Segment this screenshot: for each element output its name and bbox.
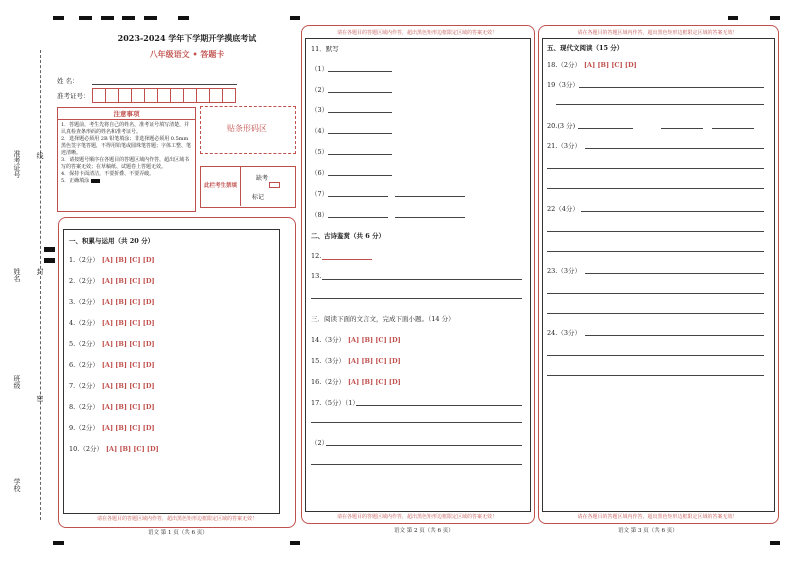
- q20-line-1[interactable]: [578, 128, 633, 129]
- notes-item: 1．答题前，考生先将自己的姓名，准考证号填写清楚，并认真检查条形码的姓名和准考证号。: [61, 122, 190, 135]
- binding-school: 学校: [13, 478, 21, 492]
- top-marker: [770, 16, 780, 20]
- filled-sample-icon: [91, 179, 100, 183]
- ticket-label: 准考证号：: [57, 92, 90, 100]
- binding-class: 班级: [13, 375, 21, 389]
- page2-footer: 语文 第 2 页（共 6 页）: [394, 528, 454, 534]
- name-field[interactable]: [92, 84, 237, 85]
- bottom-marker: [290, 541, 300, 545]
- binding-ticket: 准考证号: [13, 150, 21, 178]
- q23-line-3[interactable]: [547, 313, 764, 314]
- q11-line-5[interactable]: [328, 154, 392, 155]
- q23-line-2[interactable]: [547, 293, 764, 294]
- mc-q7[interactable]: 7.（2分） [A] [B] [C] [D]: [69, 382, 155, 390]
- top-marker: [53, 16, 64, 20]
- notes-title: 注意事项: [58, 108, 195, 120]
- notes-item: 5．正确填涂: [61, 178, 90, 184]
- binding-name: 姓名: [13, 268, 21, 282]
- page1-warning: 请在各题目的答题区域内作答，超出黑色矩形边框限定区域的答案无效！: [96, 516, 257, 522]
- q24-label: 24.（3分）: [547, 329, 581, 337]
- notes-box: [57, 107, 196, 212]
- top-marker: [101, 16, 114, 20]
- absent-checkbox[interactable]: [269, 182, 280, 188]
- page1-answer-box: [63, 229, 280, 514]
- barcode-label: 贴条形码区: [227, 124, 267, 133]
- q22-line-2[interactable]: [547, 231, 764, 232]
- q17-line-2[interactable]: [311, 422, 522, 423]
- page3-top-warning: 请在各题目的答题区域内作答，超出黑色矩形边框限定区域的答案无效！: [577, 30, 738, 36]
- mc-q6[interactable]: 6.（2分） [A] [B] [C] [D]: [69, 361, 155, 369]
- page2-top-warning: 请在各题目的答题区域内作答，超出黑色矩形边框限定区域的答案无效！: [336, 30, 497, 36]
- q11-blank-5: （5）: [311, 148, 329, 156]
- mc-q14[interactable]: 14.（3分） [A] [B] [C] [D]: [311, 336, 401, 344]
- q19-label: 19（3分）: [547, 81, 579, 89]
- q11-line-8a[interactable]: [328, 217, 388, 218]
- notes-item: 3．请按题号顺序在各题目的答题区域内作答，超出区域书写的答案无效；在草稿纸、试题卷上答题无效。: [61, 157, 190, 170]
- binding-line-char: 线: [36, 152, 44, 159]
- q12-line[interactable]: [322, 259, 372, 260]
- q19-line-2[interactable]: [556, 104, 764, 105]
- page3-footer: 语文 第 3 页（共 6 页）: [618, 528, 678, 534]
- binding-close-char: 密: [36, 395, 44, 402]
- page2-answer-box: [305, 38, 531, 512]
- q11-line-1[interactable]: [328, 71, 392, 72]
- q11-line-7b[interactable]: [395, 196, 465, 197]
- q17b-label: （2）: [311, 439, 329, 447]
- q13-label: 13.: [311, 272, 322, 280]
- q11-blank-8: （8）: [311, 211, 329, 219]
- notes-item: 4．保持卡面清洁，不要折叠、不要弄破。: [61, 171, 155, 177]
- q24-line-1[interactable]: [585, 335, 764, 336]
- q11-blank-7: （7）: [311, 190, 329, 198]
- absent-left-label: 此栏考生禁填: [204, 183, 238, 189]
- q21-line-2[interactable]: [547, 168, 764, 169]
- mc-q9[interactable]: 9.（2分） [A] [B] [C] [D]: [69, 424, 155, 432]
- notes-item: 2．选择题必须用 2B 铅笔填涂；非选择题必须用 0.5mm 黑色签字笔答题，不得用铅笔或圆珠笔答题；字体工整、笔迹清晰。: [61, 136, 192, 156]
- q13-line-2[interactable]: [311, 298, 522, 299]
- q22-label: 22（4分）: [547, 205, 579, 213]
- mc-q2[interactable]: 2.（2分） [A] [B] [C] [D]: [69, 277, 155, 285]
- side-marker: [44, 247, 55, 252]
- mc-q18[interactable]: 18.（2分） [A] [B] [C] [D]: [547, 61, 637, 69]
- q11-line-7a[interactable]: [328, 196, 388, 197]
- section5-title: 五、现代文阅读（15 分）: [547, 44, 624, 52]
- page3-answer-box: [542, 38, 775, 512]
- page3-bottom-warning: 请在各题目的答题区域内作答，超出黑色矩形边框限定区域的答案无效！: [577, 514, 738, 520]
- mc-q8[interactable]: 8.（2分） [A] [B] [C] [D]: [69, 403, 155, 411]
- section1-title: 一、积累与运用（共 20 分）: [69, 237, 155, 245]
- q11-line-4[interactable]: [328, 133, 392, 134]
- q17b-line-2[interactable]: [311, 464, 522, 465]
- q11-line-6[interactable]: [328, 175, 392, 176]
- q21-line-3[interactable]: [547, 188, 764, 189]
- q20-label: 20.(3 分): [547, 122, 576, 130]
- page2-bottom-warning: 请在各题目的答题区域内作答，超出黑色矩形边框限定区域的答案无效！: [336, 514, 497, 520]
- q11-blank-6: （6）: [311, 169, 329, 177]
- q23-line-1[interactable]: [585, 273, 764, 274]
- name-label: 姓 名：: [57, 77, 79, 85]
- q11-line-3[interactable]: [328, 112, 392, 113]
- top-marker: [122, 16, 135, 20]
- top-marker: [178, 16, 189, 20]
- q23-label: 23.（3分）: [547, 267, 581, 275]
- section2-title: 二、古诗鉴赏（共 6 分）: [311, 232, 386, 240]
- bottom-marker: [770, 541, 780, 545]
- q22-line-1[interactable]: [581, 211, 764, 212]
- absent-bottom-label: 标记: [252, 194, 265, 201]
- q11-blank-2: （2）: [311, 86, 329, 94]
- q21-line-1[interactable]: [585, 148, 764, 149]
- q11-line-8b[interactable]: [395, 217, 465, 218]
- q19-line-1[interactable]: [579, 87, 764, 88]
- q24-line-2[interactable]: [547, 355, 764, 356]
- q11-blank-3: （3）: [311, 106, 329, 114]
- q20-line-3[interactable]: [712, 128, 754, 129]
- mc-q5[interactable]: 5.（2分） [A] [B] [C] [D]: [69, 340, 155, 348]
- section3-title: 三．阅读下面的文言文，完成下面小题。（14 分）: [311, 315, 455, 323]
- q24-line-3[interactable]: [547, 375, 764, 376]
- side-marker: [44, 258, 55, 263]
- q11-line-2[interactable]: [328, 92, 392, 93]
- mc-q10[interactable]: 10.（2分） [A] [B] [C] [D]: [69, 445, 159, 453]
- q11-label: 11．默写: [311, 45, 339, 53]
- q22-line-3[interactable]: [547, 251, 764, 252]
- q21-label: 21.（3分）: [547, 142, 581, 150]
- binding-line: [40, 50, 41, 520]
- binding-seal-char: 封: [36, 268, 44, 275]
- page1-footer: 语文 第 1 页（共 6 页）: [148, 530, 208, 536]
- mc-q4[interactable]: 4.（2分） [A] [B] [C] [D]: [69, 319, 155, 327]
- q11-blank-1: （1）: [311, 65, 329, 73]
- q17-label: 17.（5分）（1）: [311, 399, 359, 407]
- top-marker: [144, 16, 157, 20]
- top-marker: [79, 16, 92, 20]
- top-marker: [728, 16, 738, 20]
- q17b-line-1[interactable]: [326, 445, 522, 446]
- absent-top-label: 缺考: [256, 175, 269, 182]
- q12-label: 12.: [311, 252, 322, 260]
- mc-q15[interactable]: 15.（3分） [A] [B] [C] [D]: [311, 357, 401, 365]
- q11-blank-4: （4）: [311, 127, 329, 135]
- mc-q16[interactable]: 16.（2分） [A] [B] [C] [D]: [311, 378, 401, 386]
- mc-q1[interactable]: 1.（2分） [A] [B] [C] [D]: [69, 256, 155, 264]
- bottom-marker: [53, 541, 64, 545]
- mc-q3[interactable]: 3.（2分） [A] [B] [C] [D]: [69, 298, 155, 306]
- q20-line-2[interactable]: [661, 128, 703, 129]
- q17-line-1[interactable]: [356, 405, 522, 406]
- exam-title: 2023-2024 学年下学期开学摸底考试: [117, 33, 257, 43]
- top-marker: [290, 16, 300, 20]
- exam-subtitle: 八年级语文 • 答题卡: [149, 49, 225, 59]
- q13-line-1[interactable]: [322, 279, 522, 280]
